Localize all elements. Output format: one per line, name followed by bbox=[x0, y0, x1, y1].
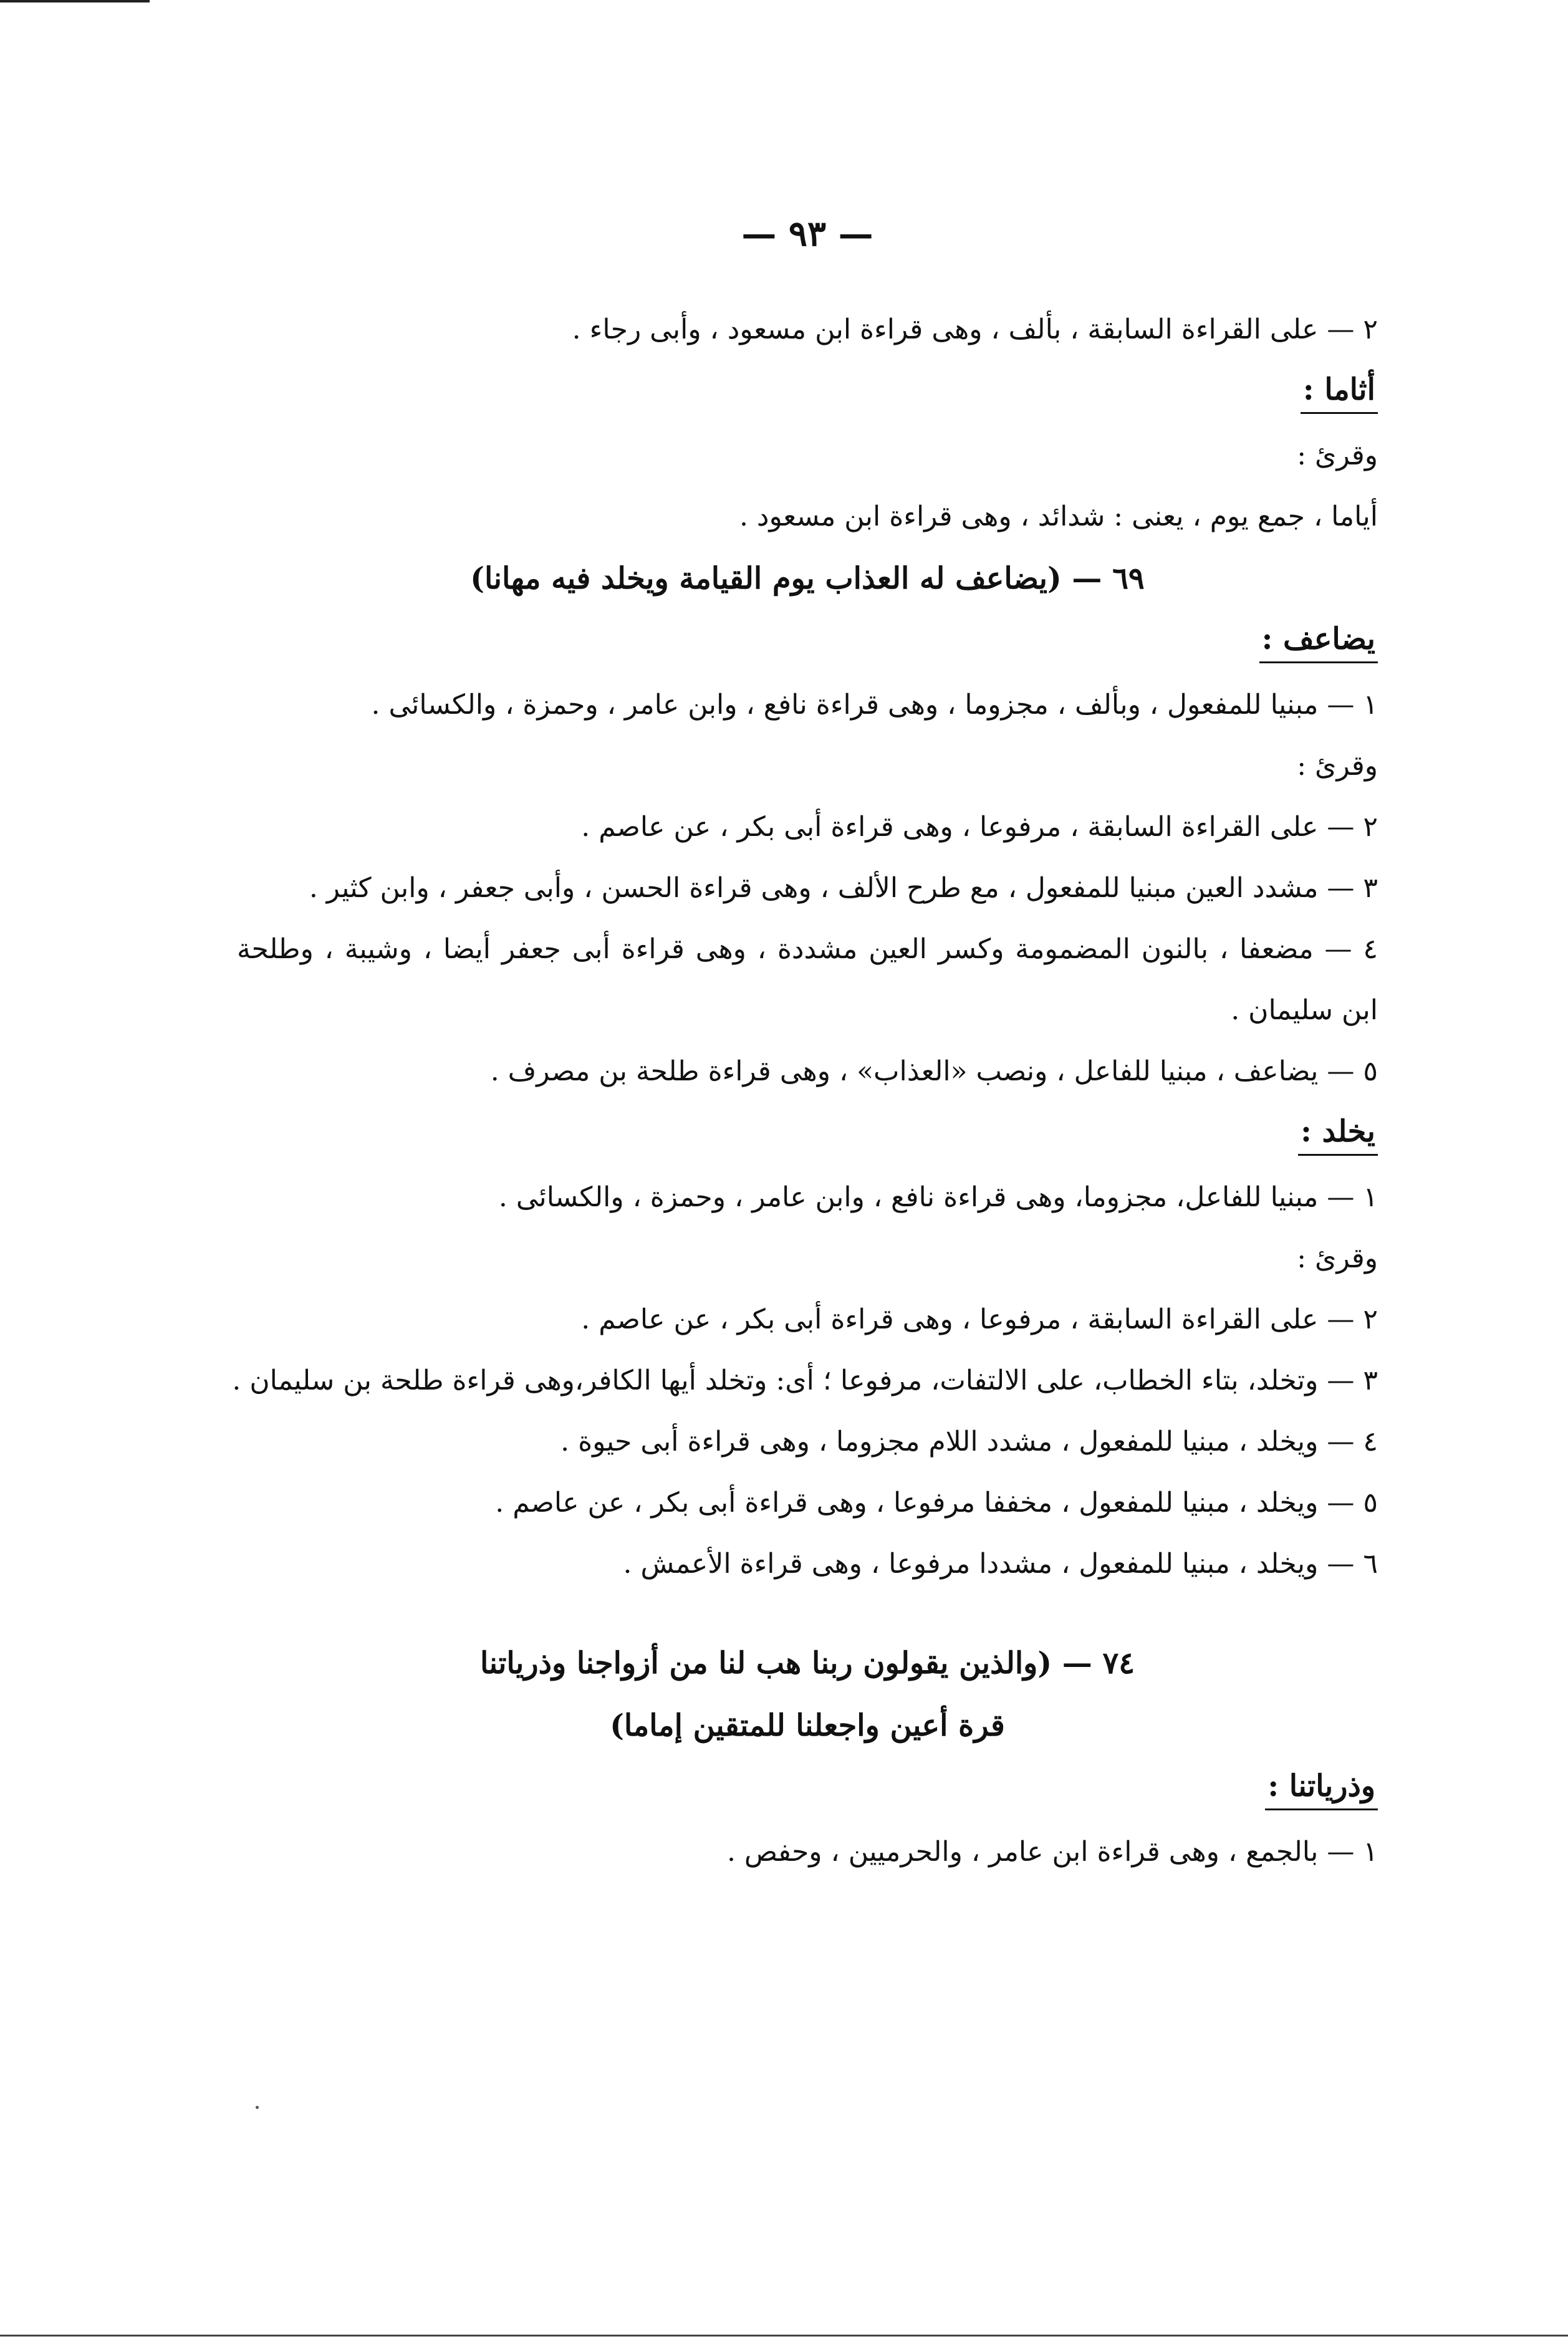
section-heading-yukhlad: يخلد : bbox=[1298, 1113, 1378, 1156]
text-line-16: ٣ — وتخلد، بتاء الخطاب، على الالتفات، مرفوعا ؛ أى: وتخلد أيها الكافر،وهى قراءة طلحة بن سليمان . bbox=[232, 1365, 1378, 1396]
verse-74-line-1: ٧٤ — (والذين يقولون ربنا هب لنا من أزواجنا وذرياتنا bbox=[479, 1646, 1135, 1681]
verse-74-line-2: قرة أعين واجعلنا للمتقين إماما) bbox=[610, 1708, 1005, 1743]
text-line-9: ٣ — مشدد العين مبنيا للمفعول ، مع طرح الألف ، وهى قراءة الحسن ، وأبى جعفر ، وابن كثير . bbox=[309, 872, 1378, 904]
page-number: — ٩٣ — bbox=[741, 213, 873, 254]
bottom-scan-edge bbox=[0, 2335, 1568, 2337]
text-line-11: ٥ — يضاعف ، مبنيا للفاعل ، ونصب «العذاب» ، وهى قراءة طلحة بن مصرف . bbox=[490, 1055, 1378, 1087]
text-line-18: ٥ — ويخلد ، مبنيا للمفعول ، مخففا مرفوعا ، وهى قراءة أبى بكر ، عن عاصم . bbox=[495, 1487, 1378, 1519]
text-line-13: ١ — مبنيا للفاعل، مجزوما، وهى قراءة نافع ، وابن عامر ، وحمزة ، والكسائى . bbox=[498, 1181, 1378, 1213]
document-page bbox=[232, 206, 1378, 1883]
text-line-24: ١ — بالجمع ، وهى قراءة ابن عامر ، والحرميين ، وحفص . bbox=[726, 1836, 1378, 1868]
text-line-10: ٤ — مضعفا ، بالنون المضمومة وكسر العين مشددة ، وهى قراءة أبى جعفر أيضا ، وشيبة ، وطلحة ابن سليمان . bbox=[237, 933, 1378, 1026]
text-line-19: ٦ — ويخلد ، مبنيا للمفعول ، مشددا مرفوعا ، وهى قراءة الأعمش . bbox=[623, 1548, 1378, 1580]
text-line-17: ٤ — ويخلد ، مبنيا للمفعول ، مشدد اللام مجزوما ، وهى قراءة أبى حيوة . bbox=[560, 1426, 1378, 1458]
text-line-14: وقرئ : bbox=[1297, 1242, 1378, 1274]
verse-69: ٦٩ — (يضاعف له العذاب يوم القيامة ويخلد فيه مهانا) bbox=[470, 561, 1145, 596]
text-line-15: ٢ — على القراءة السابقة ، مرفوعا ، وهى قراءة أبى بكر ، عن عاصم . bbox=[581, 1304, 1378, 1335]
section-heading-athama: أثاما : bbox=[1301, 371, 1378, 414]
section-heading-yudaaf: يضاعف : bbox=[1259, 620, 1378, 663]
corner-scan-mark bbox=[0, 0, 150, 2]
spacer bbox=[237, 1595, 1378, 1632]
text-line-0: ٢ — على القراءة السابقة ، بألف ، وهى قراءة ابن مسعود ، وأبى رجاء . bbox=[572, 314, 1378, 345]
text-line-2: وقرئ : bbox=[1297, 439, 1378, 471]
text-line-6: ١ — مبنيا للمفعول ، وبألف ، مجزوما ، وهى قراءة نافع ، وابن عامر ، وحمزة ، والكسائى . bbox=[371, 689, 1378, 721]
scan-speck bbox=[256, 2106, 259, 2109]
text-line-3: أياما ، جمع يوم ، يعنى : شدائد ، وهى قراءة ابن مسعود . bbox=[739, 501, 1378, 532]
text-line-8: ٢ — على القراءة السابقة ، مرفوعا ، وهى قراءة أبى بكر ، عن عاصم . bbox=[581, 811, 1378, 843]
section-heading-dhurriyatina: وذرياتنا : bbox=[1265, 1767, 1378, 1810]
text-line-7: وقرئ : bbox=[1297, 750, 1378, 782]
